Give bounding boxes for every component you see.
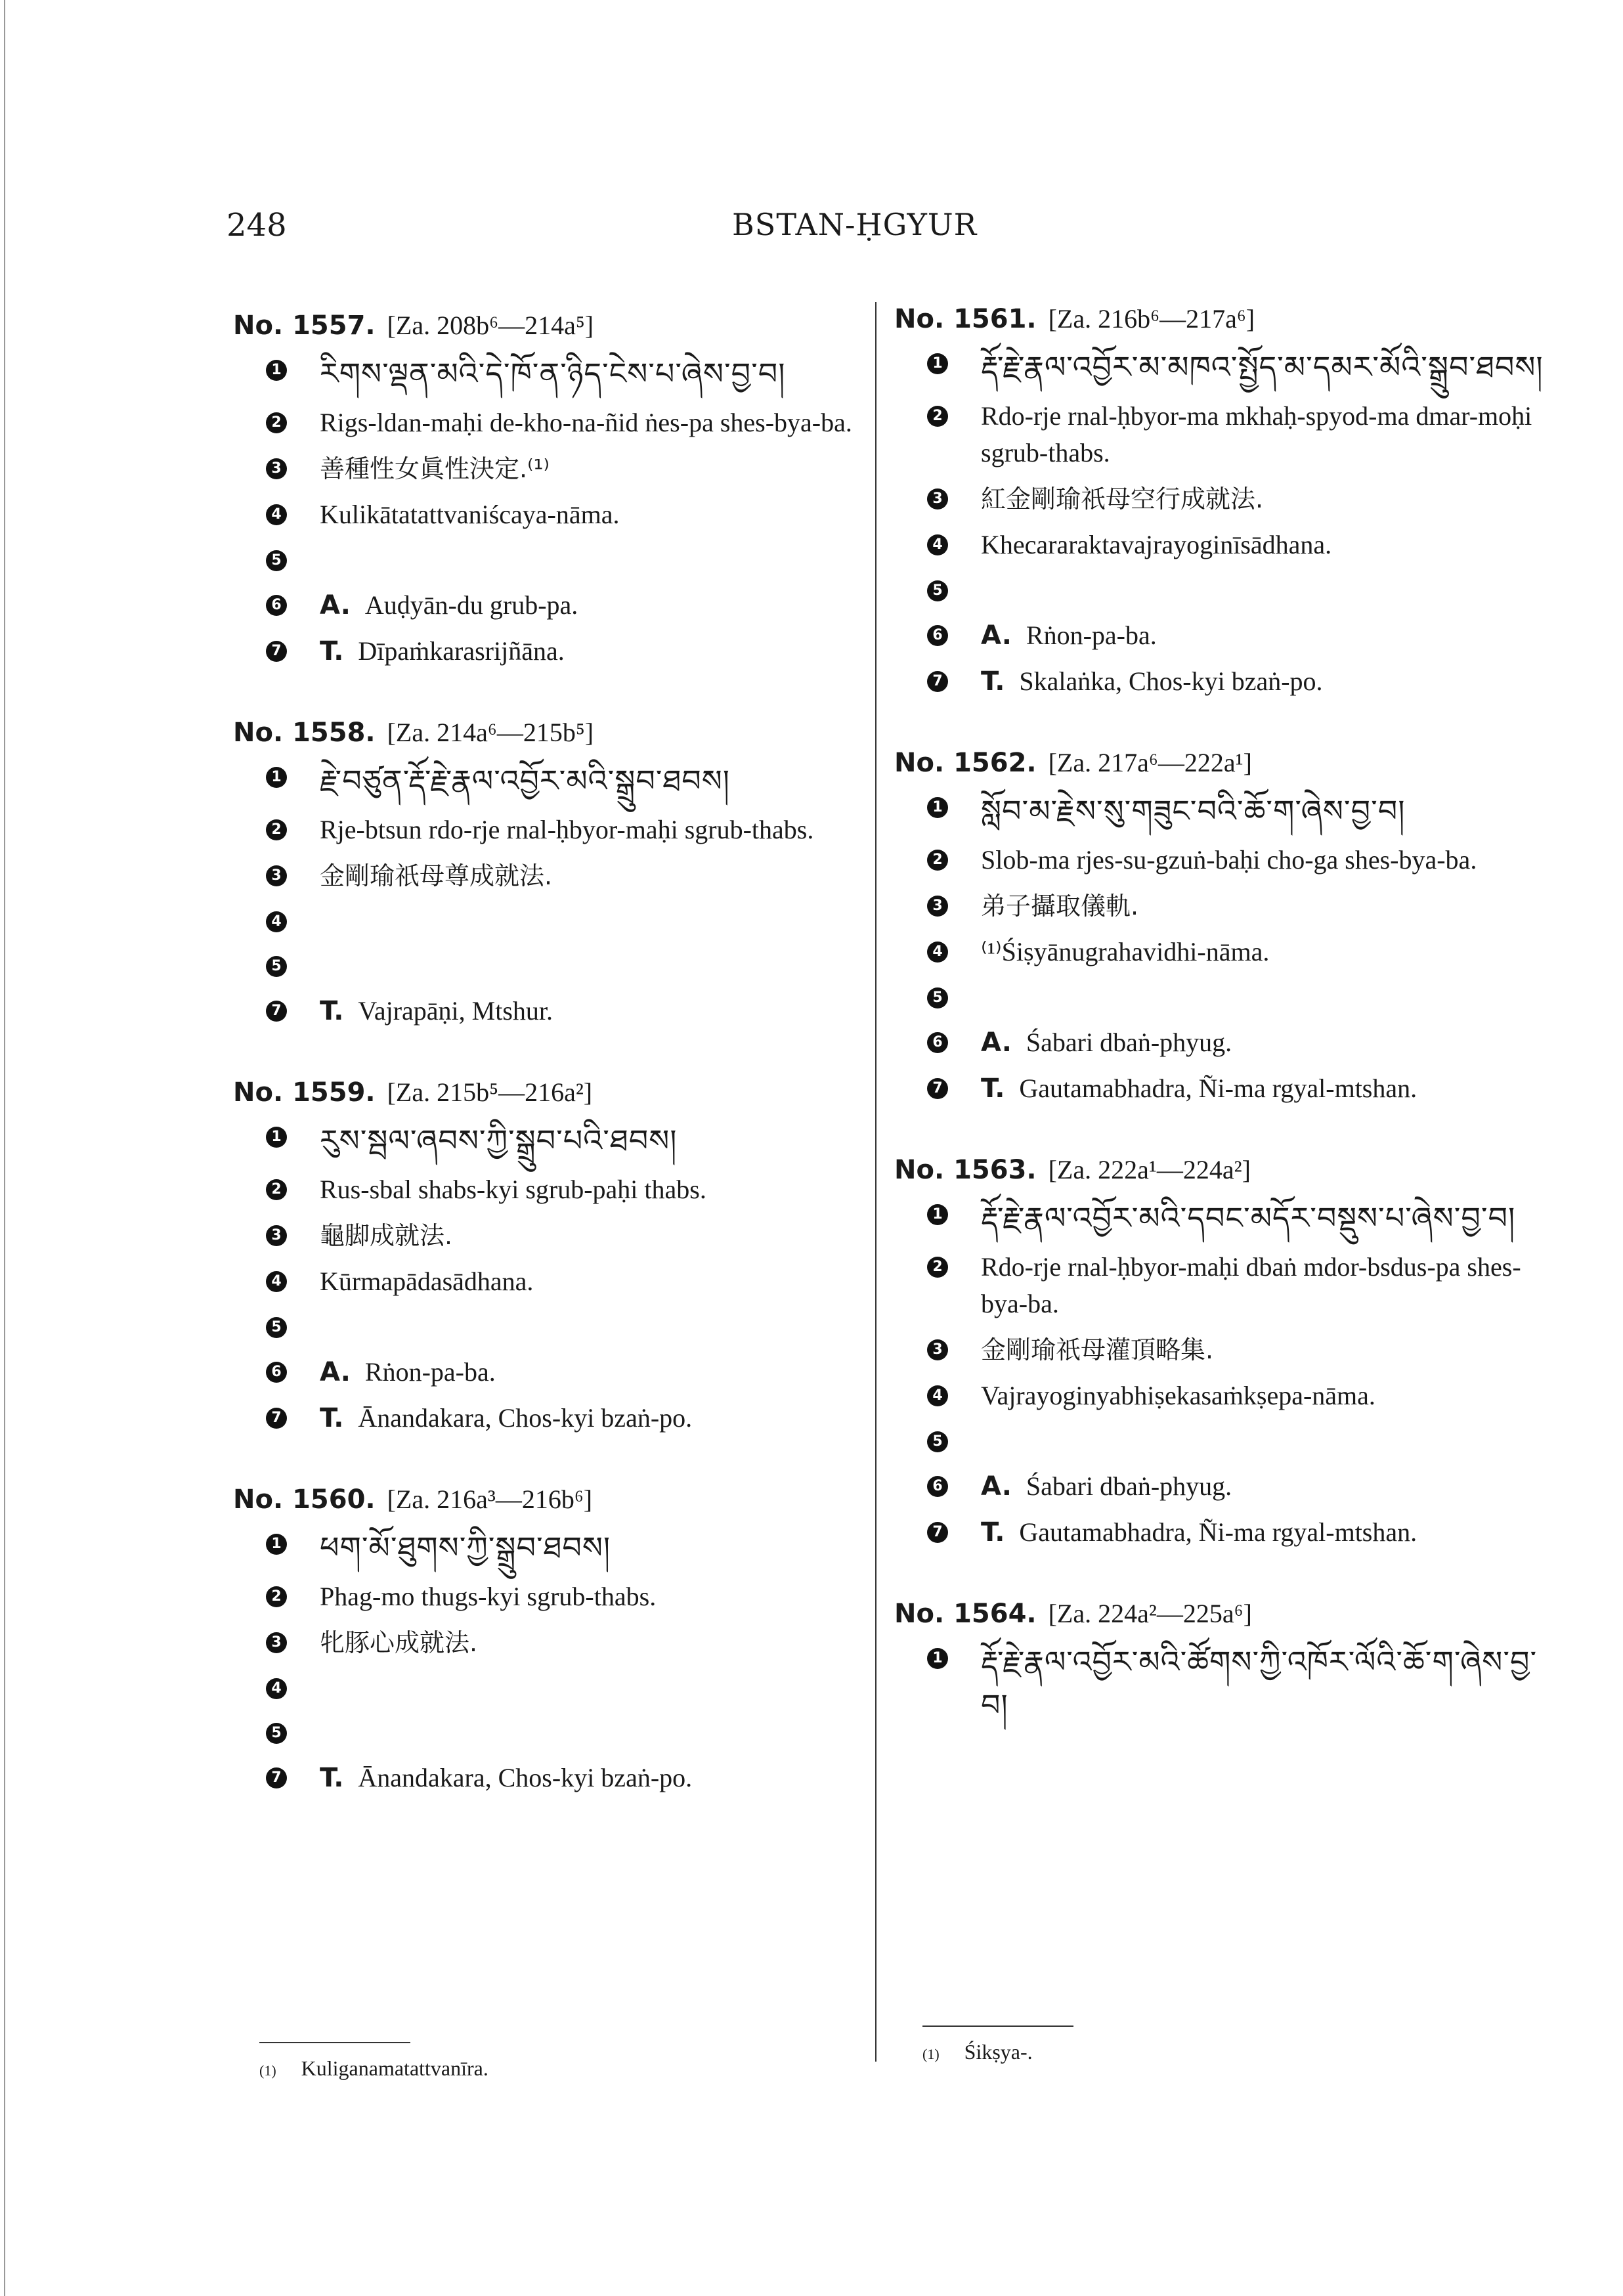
- field-number-marker: 5: [927, 580, 948, 601]
- tibetan-title: [320, 352, 863, 395]
- entry-field: [266, 1715, 863, 1750]
- field-text: [981, 934, 1564, 970]
- chinese-title: [981, 1332, 1564, 1368]
- entry-field: [927, 1196, 1564, 1240]
- entry-number: No. 1559.: [233, 1077, 376, 1108]
- field-number-marker: 3: [927, 488, 948, 509]
- field-number-marker: 4: [927, 1385, 948, 1406]
- entry-field: [266, 948, 863, 984]
- field-value: Phag-mo thugs-kyi sgrub-thabs.: [320, 1582, 657, 1611]
- field-value: Rje-btsun rdo-rje rnal-ḥbyor-maḥi sgrub-thabs.: [320, 815, 814, 844]
- running-title: BSTAN-ḤGYUR: [732, 207, 978, 242]
- catalog-entry: [233, 309, 863, 670]
- footnote-left: [259, 2042, 488, 2081]
- field-value: Vajrapāṇi, Mtshur.: [358, 996, 553, 1026]
- role-prefix: A.: [320, 1357, 351, 1387]
- entry-field: [266, 1400, 863, 1437]
- field-value: Rṅon-pa-ba.: [1026, 620, 1157, 650]
- entry-heading: [233, 1075, 863, 1110]
- field-number-marker: 3: [266, 1632, 287, 1653]
- field-value: 金剛瑜祇母灌頂略集.: [981, 1335, 1214, 1364]
- field-number-marker: 1: [266, 767, 287, 788]
- field-text: [320, 993, 863, 1029]
- field-value: Gautamabhadra, Ñi-ma rgyal-mtshan.: [1019, 1517, 1417, 1547]
- field-number-marker: 2: [927, 1257, 948, 1278]
- entry-field: [266, 1354, 863, 1391]
- entry-field: [266, 450, 863, 487]
- entry-field: [266, 587, 863, 624]
- field-text: [320, 404, 863, 441]
- entry-field: [266, 542, 863, 578]
- field-number-marker: 1: [927, 797, 948, 818]
- entry-heading: [894, 1153, 1564, 1187]
- chinese-title: [320, 1624, 863, 1661]
- field-number-marker: 4: [266, 911, 287, 932]
- entry-field: [266, 352, 863, 395]
- entry-field: [266, 1263, 863, 1300]
- field-number-marker: 7: [927, 1078, 948, 1099]
- field-number-marker: 7: [266, 1408, 287, 1429]
- role-prefix: T.: [320, 636, 344, 666]
- entry-field: [266, 1760, 863, 1796]
- field-value: Kulikātatattvaniścaya-nāma.: [320, 500, 620, 529]
- field-text: [981, 398, 1564, 471]
- role-prefix: A.: [320, 590, 351, 620]
- entry-field: [266, 903, 863, 939]
- field-value: Śabari dbaṅ-phyug.: [1026, 1028, 1232, 1057]
- field-number-marker: 6: [927, 625, 948, 646]
- entry-number: No. 1563.: [894, 1155, 1037, 1185]
- entry-field: [927, 1423, 1564, 1459]
- footnote-text: Śikṣya-.: [964, 2040, 1033, 2064]
- role-prefix: A.: [981, 620, 1012, 651]
- entry-number: No. 1564.: [894, 1599, 1037, 1629]
- entry-field: [927, 663, 1564, 700]
- field-value: རྡོ་རྗེ་རྣལ་འབྱོར་མའི་དབང་མདོར་བསྡུས་པ་ཞེས་བྱ་བ།: [981, 1200, 1516, 1236]
- chinese-title: [320, 450, 863, 487]
- entry-field: [927, 1514, 1564, 1551]
- field-value: རྗེ་བཙུན་རྡོ་རྗེ་རྣལ་འབྱོར་མའི་སྒྲུབ་ཐབས།: [320, 763, 731, 798]
- entry-field: [927, 1024, 1564, 1061]
- entry-field: [266, 496, 863, 533]
- left-column: [233, 309, 863, 1842]
- field-number-marker: 2: [266, 819, 287, 840]
- entry-field: [927, 1070, 1564, 1107]
- field-value: Slob-ma rjes-su-gzuṅ-baḥi cho-ga shes-bya-ba.: [981, 845, 1477, 875]
- entry-field: [266, 1171, 863, 1208]
- field-text: [320, 496, 863, 533]
- field-number-marker: 3: [266, 458, 287, 479]
- field-text: [320, 633, 863, 670]
- entry-field: [927, 1249, 1564, 1322]
- tibetan-title: [320, 1526, 863, 1569]
- entry-field: [266, 993, 863, 1029]
- entry-field: [927, 1468, 1564, 1505]
- entry-field: [266, 1309, 863, 1345]
- entry-field: [266, 857, 863, 894]
- tibetan-title: [320, 759, 863, 802]
- field-number-marker: 4: [927, 534, 948, 555]
- entry-field: [266, 812, 863, 848]
- field-value: Vajrayoginyabhiṣekasaṁkṣepa-nāma.: [981, 1381, 1375, 1410]
- entry-field: [266, 1526, 863, 1569]
- entry-heading: [233, 1483, 863, 1517]
- field-number-marker: 5: [266, 1723, 287, 1744]
- field-value: Rdo-rje rnal-ḥbyor-ma mkhaḥ-spyod-ma dmar-moḥi sgrub-thabs.: [981, 401, 1532, 467]
- folio-reference: [Za. 208b⁶—214a⁵]: [387, 311, 594, 340]
- folio-reference: [Za. 222a¹—224a²]: [1048, 1155, 1251, 1184]
- field-number-marker: 4: [266, 1678, 287, 1699]
- entry-heading: [233, 309, 863, 343]
- field-number-marker: 2: [266, 412, 287, 433]
- field-value: Śabari dbaṅ-phyug.: [1026, 1471, 1232, 1501]
- field-text: [320, 1171, 863, 1208]
- footnote-text: Kuliganamatattvanīra.: [301, 2056, 488, 2080]
- field-value: 龜脚成就法.: [320, 1221, 453, 1250]
- field-number-marker: 1: [927, 1648, 948, 1669]
- field-value: རིགས་ལྡན་མའི་དེ་ཁོ་ན་ཉིད་ངེས་པ་ཞེས་བྱ་བ།: [320, 356, 786, 391]
- field-text: [981, 1468, 1564, 1505]
- field-number-marker: 5: [927, 1431, 948, 1452]
- folio-reference: [Za. 214a⁶—215b⁵]: [387, 718, 594, 747]
- field-number-marker: 1: [266, 1127, 287, 1148]
- catalog-entry: [233, 716, 863, 1029]
- field-number-marker: 6: [927, 1476, 948, 1497]
- field-number-marker: 4: [266, 504, 287, 525]
- field-number-marker: 5: [266, 550, 287, 571]
- field-text: [320, 1263, 863, 1300]
- field-number-marker: 3: [266, 1225, 287, 1246]
- field-value: 善種性女眞性決定.⁽¹⁾: [320, 454, 550, 483]
- field-number-marker: 2: [927, 850, 948, 871]
- entry-field: [927, 842, 1564, 878]
- field-text: [320, 587, 863, 624]
- field-number-marker: 1: [266, 360, 287, 381]
- entry-field: [266, 1119, 863, 1162]
- page-header: [0, 207, 1623, 266]
- entry-field: [266, 1670, 863, 1706]
- field-number-marker: 5: [266, 956, 287, 977]
- entry-heading: [894, 302, 1564, 336]
- field-value: Rus-sbal shabs-kyi sgrub-paḥi thabs.: [320, 1175, 706, 1204]
- column-divider: [875, 302, 876, 2062]
- chinese-title: [981, 481, 1564, 517]
- field-text: [981, 527, 1564, 563]
- field-text: [981, 617, 1564, 654]
- field-value: ཕག་མོ་ཐུགས་ཀྱི་སྒྲུབ་ཐབས།: [320, 1530, 611, 1565]
- field-value: Rṅon-pa-ba.: [364, 1357, 496, 1387]
- footnote-rule: [259, 2042, 410, 2043]
- field-value: Skalaṅka, Chos-kyi bzaṅ-po.: [1019, 666, 1323, 696]
- scan-edge-line: [4, 0, 5, 2296]
- field-text: [320, 812, 863, 848]
- field-number-marker: 2: [266, 1179, 287, 1200]
- entry-number: No. 1558.: [233, 718, 376, 748]
- field-value: Gautamabhadra, Ñi-ma rgyal-mtshan.: [1019, 1073, 1417, 1103]
- folio-reference: [Za. 217a⁶—222a¹]: [1048, 748, 1252, 777]
- entry-field: [927, 573, 1564, 608]
- entry-field: [927, 398, 1564, 471]
- entry-heading: [233, 716, 863, 750]
- page-number: 248: [227, 207, 287, 244]
- field-number-marker: 6: [927, 1032, 948, 1053]
- folio-reference: [Za. 224a²—225a⁶]: [1048, 1599, 1252, 1628]
- footnote-mark: (1): [922, 2046, 940, 2062]
- field-number-marker: 3: [266, 865, 287, 886]
- catalog-entry: [233, 1483, 863, 1796]
- entry-field: [927, 980, 1564, 1015]
- tibetan-title: [981, 789, 1564, 833]
- field-text: [981, 663, 1564, 700]
- entry-field: [927, 934, 1564, 970]
- field-value: Ānandakara, Chos-kyi bzaṅ-po.: [358, 1403, 693, 1433]
- chinese-title: [320, 857, 863, 894]
- field-number-marker: 3: [927, 1339, 948, 1360]
- field-value: སློབ་མ་རྗེས་སུ་གཟུང་བའི་ཆོ་ག་ཞེས་བྱ་བ།: [981, 793, 1406, 829]
- entry-field: [266, 1217, 863, 1254]
- field-text: [981, 1514, 1564, 1551]
- field-text: [981, 842, 1564, 878]
- field-number-marker: 7: [266, 1767, 287, 1788]
- field-value: རུས་སྦལ་ཞབས་ཀྱི་སྒྲུབ་པའི་ཐབས།: [320, 1123, 678, 1158]
- field-value: Kūrmapādasādhana.: [320, 1267, 534, 1296]
- field-value: ⁽¹⁾Śiṣyānugrahavidhi-nāma.: [981, 937, 1270, 966]
- catalog-entry: [894, 1153, 1564, 1551]
- field-text: [981, 1249, 1564, 1322]
- entry-field: [266, 404, 863, 441]
- field-value: Dīpaṁkarasrijñāna.: [358, 636, 565, 666]
- role-prefix: A.: [981, 1471, 1012, 1502]
- catalog-entry: [894, 302, 1564, 700]
- field-value: 金剛瑜祇母尊成就法.: [320, 861, 553, 890]
- field-text: [981, 1024, 1564, 1061]
- chinese-title: [981, 888, 1564, 924]
- entry-heading: [894, 746, 1564, 780]
- role-prefix: T.: [981, 666, 1005, 697]
- field-value: རྡོ་རྗེ་རྣལ་འབྱོར་མ་མཁའ་སྤྱོད་མ་དམར་མོའི་སྒྲུབ་ཐབས།: [981, 349, 1544, 385]
- catalog-entry: [894, 746, 1564, 1107]
- role-prefix: T.: [320, 1403, 344, 1433]
- entry-field: [927, 1332, 1564, 1368]
- field-text: [981, 1070, 1564, 1107]
- field-number-marker: 1: [927, 353, 948, 374]
- entry-field: [927, 1377, 1564, 1414]
- entry-field: [927, 1640, 1564, 1727]
- entry-field: [927, 888, 1564, 924]
- entry-field: [266, 759, 863, 802]
- right-column: [894, 302, 1564, 1773]
- entry-field: [927, 789, 1564, 833]
- field-number-marker: 3: [927, 896, 948, 917]
- field-text: [981, 1377, 1564, 1414]
- field-text: [320, 1354, 863, 1391]
- catalog-entry: [233, 1075, 863, 1437]
- entry-field: [266, 1624, 863, 1661]
- field-number-marker: 6: [266, 595, 287, 616]
- entry-number: No. 1561.: [894, 304, 1037, 334]
- folio-reference: [Za. 216b⁶—217a⁶]: [1048, 304, 1255, 334]
- field-number-marker: 7: [927, 1522, 948, 1543]
- field-number-marker: 1: [927, 1204, 948, 1225]
- folio-reference: [Za. 215b⁵—216a²]: [387, 1077, 593, 1107]
- field-value: 弟子攝取儀軌.: [981, 892, 1139, 921]
- footnote-right: [922, 2025, 1073, 2064]
- role-prefix: T.: [320, 996, 344, 1026]
- entry-field: [266, 1578, 863, 1615]
- field-number-marker: 2: [927, 406, 948, 427]
- catalog-entry: [894, 1597, 1564, 1727]
- field-value: Khecararaktavajrayoginīsādhana.: [981, 530, 1332, 559]
- entry-field: [927, 345, 1564, 389]
- field-value: Auḍyān-du grub-pa.: [364, 590, 578, 620]
- entry-field: [266, 633, 863, 670]
- field-text: [320, 1400, 863, 1437]
- field-value: Rigs-ldan-maḥi de-kho-na-ñid ṅes-pa shes-bya-ba.: [320, 408, 852, 437]
- tibetan-title: [981, 1196, 1564, 1240]
- field-number-marker: 7: [927, 671, 948, 692]
- role-prefix: A.: [981, 1028, 1012, 1058]
- field-number-marker: 5: [927, 987, 948, 1008]
- footnote-mark: (1): [259, 2062, 276, 2079]
- tibetan-title: [981, 345, 1564, 389]
- field-number-marker: 5: [266, 1317, 287, 1338]
- folio-reference: [Za. 216a³—216b⁶]: [387, 1484, 593, 1514]
- field-number-marker: 4: [927, 942, 948, 963]
- field-value: Rdo-rje rnal-ḥbyor-maḥi dbaṅ mdor-bsdus-pa shes-bya-ba.: [981, 1252, 1521, 1318]
- field-text: [320, 1760, 863, 1796]
- entry-field: [927, 617, 1564, 654]
- entry-number: No. 1557.: [233, 311, 376, 341]
- field-text: [320, 1578, 863, 1615]
- field-number-marker: 4: [266, 1271, 287, 1292]
- entry-field: [927, 527, 1564, 563]
- entry-number: No. 1562.: [894, 748, 1037, 778]
- tibetan-title: [320, 1119, 863, 1162]
- footnote-rule: [922, 2025, 1073, 2027]
- field-number-marker: 1: [266, 1534, 287, 1555]
- tibetan-title: [981, 1640, 1564, 1727]
- field-number-marker: 6: [266, 1362, 287, 1383]
- role-prefix: T.: [981, 1517, 1005, 1548]
- field-value: 紅金剛瑜祇母空行成就法.: [981, 485, 1264, 513]
- field-number-marker: 7: [266, 641, 287, 662]
- entry-heading: [894, 1597, 1564, 1631]
- field-value: རྡོ་རྗེ་རྣལ་འབྱོར་མའི་ཚོགས་ཀྱི་འཁོར་ལོའི་ཆོ་ག་ཞེས་བྱ་བ།: [981, 1644, 1538, 1723]
- role-prefix: T.: [320, 1763, 344, 1793]
- field-number-marker: 2: [266, 1586, 287, 1607]
- entry-number: No. 1560.: [233, 1484, 376, 1515]
- role-prefix: T.: [981, 1073, 1005, 1104]
- chinese-title: [320, 1217, 863, 1254]
- field-number-marker: 7: [266, 1001, 287, 1022]
- field-value: Ānandakara, Chos-kyi bzaṅ-po.: [358, 1763, 693, 1792]
- entry-field: [927, 481, 1564, 517]
- field-value: 牝豚心成就法.: [320, 1628, 478, 1657]
